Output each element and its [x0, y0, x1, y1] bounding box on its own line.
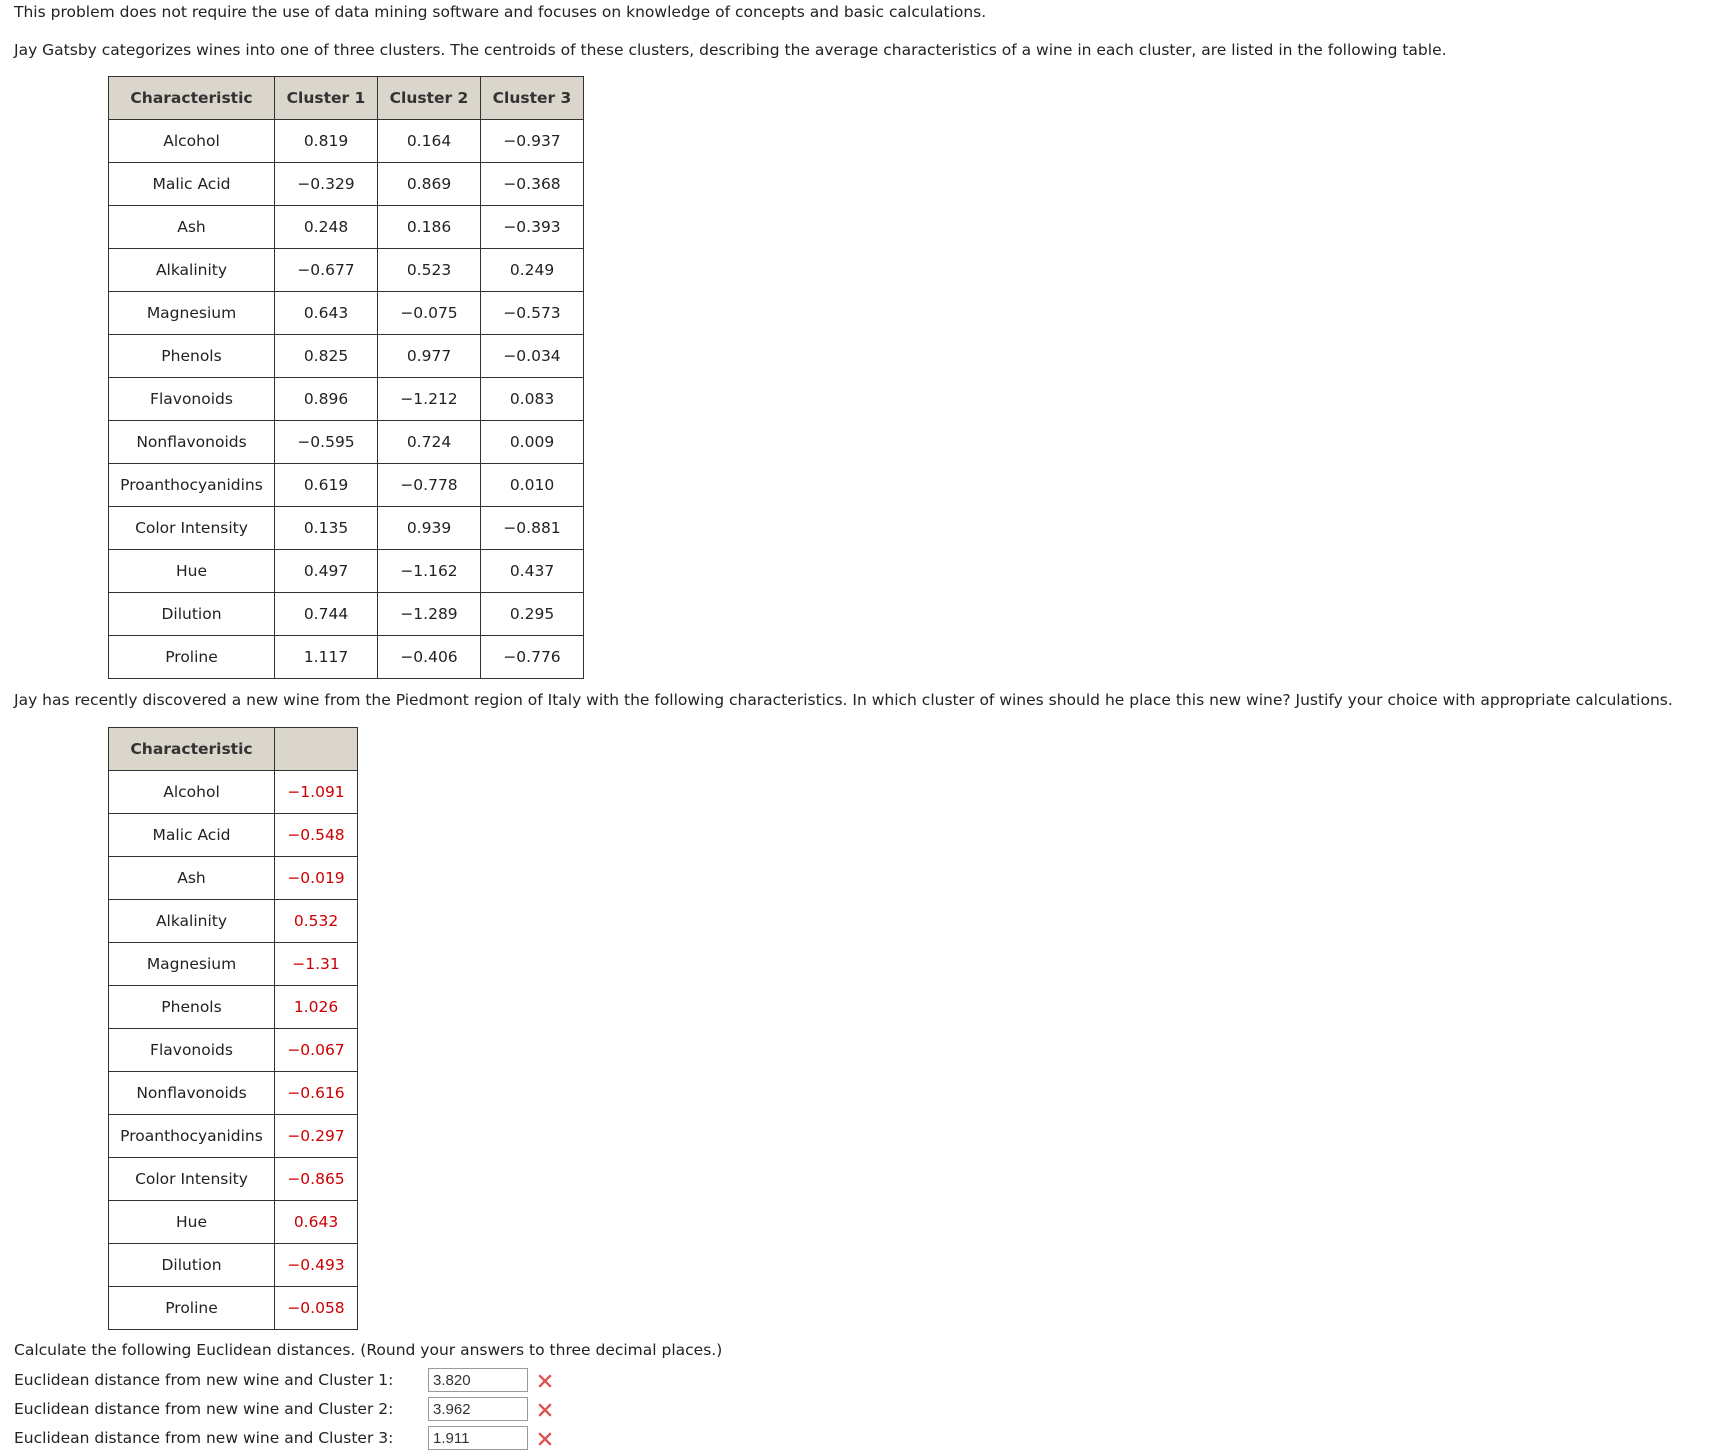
cluster-2-cell: −1.162: [378, 550, 481, 593]
header-cluster-2: Cluster 2: [378, 77, 481, 120]
characteristic-cell: Alcohol: [109, 120, 275, 163]
question-text: Jay has recently discovered a new wine from the Piedmont region of Italy with the following characteristics. In which cluster of wines should he place this new wine? Justify your choice with appropriate calculations.: [14, 691, 1673, 709]
value-cell: −0.297: [275, 1115, 358, 1158]
characteristic-cell: Dilution: [109, 1244, 275, 1287]
value-cell: −0.616: [275, 1072, 358, 1115]
description-text: Jay Gatsby categorizes wines into one of three clusters. The centroids of these clusters, describing the average characteristics of a wine in each cluster, are listed in the following table.: [14, 41, 1447, 59]
table-row: [109, 550, 584, 593]
table-row: [109, 1115, 358, 1158]
characteristic-cell: Magnesium: [109, 943, 275, 986]
centroid-header-row: [109, 77, 584, 120]
table-row: [109, 986, 358, 1029]
cluster-3-cell: 0.010: [481, 464, 584, 507]
x-mark-icon: [534, 1370, 556, 1392]
cluster-1-cell: 1.117: [275, 636, 378, 679]
cluster-2-cell: −0.406: [378, 636, 481, 679]
value-cell: 0.643: [275, 1201, 358, 1244]
cluster-1-cell: 0.248: [275, 206, 378, 249]
new-wine-body: [109, 771, 358, 1330]
characteristic-cell: Nonflavonoids: [109, 421, 275, 464]
answer-label: Euclidean distance from new wine and Cluster 3:: [14, 1429, 394, 1447]
centroid-body: [109, 120, 584, 679]
cluster-1-cell: −0.677: [275, 249, 378, 292]
new-wine-header-row: [109, 728, 358, 771]
cluster-1-cell: 0.135: [275, 507, 378, 550]
cluster-3-cell: 0.009: [481, 421, 584, 464]
cluster-2-cell: 0.939: [378, 507, 481, 550]
cluster-1-cell: 0.819: [275, 120, 378, 163]
value-cell: 0.532: [275, 900, 358, 943]
cluster-3-cell: 0.083: [481, 378, 584, 421]
characteristic-cell: Hue: [109, 1201, 275, 1244]
cluster-2-cell: 0.869: [378, 163, 481, 206]
table-row: [109, 292, 584, 335]
cluster-3-cell: −0.573: [481, 292, 584, 335]
characteristic-cell: Flavonoids: [109, 378, 275, 421]
table-row: [109, 771, 358, 814]
cluster-1-cell: 0.744: [275, 593, 378, 636]
characteristic-cell: Proanthocyanidins: [109, 1115, 275, 1158]
characteristic-cell: Alkalinity: [109, 900, 275, 943]
value-cell: −1.091: [275, 771, 358, 814]
value-cell: −0.865: [275, 1158, 358, 1201]
value-cell: −0.067: [275, 1029, 358, 1072]
characteristic-cell: Ash: [109, 206, 275, 249]
answer-label: Euclidean distance from new wine and Cluster 1:: [14, 1371, 394, 1389]
table-row: [109, 507, 584, 550]
table-row: [109, 378, 584, 421]
cluster-2-cell: −1.289: [378, 593, 481, 636]
table-row: [109, 857, 358, 900]
characteristic-cell: Proline: [109, 636, 275, 679]
cluster-1-cell: 0.825: [275, 335, 378, 378]
table-row: [109, 593, 584, 636]
cluster-1-cell: 0.643: [275, 292, 378, 335]
cluster-2-cell: 0.164: [378, 120, 481, 163]
characteristic-cell: Magnesium: [109, 292, 275, 335]
table-row: [109, 814, 358, 857]
characteristic-cell: Alkalinity: [109, 249, 275, 292]
table-row: [109, 1072, 358, 1115]
cluster-2-cell: 0.977: [378, 335, 481, 378]
value-cell: −0.019: [275, 857, 358, 900]
cluster-2-cell: −0.075: [378, 292, 481, 335]
table-row: [109, 900, 358, 943]
value-cell: −0.493: [275, 1244, 358, 1287]
header-cluster-1: Cluster 1: [275, 77, 378, 120]
x-mark-icon: [534, 1428, 556, 1450]
answer-label: Euclidean distance from new wine and Cluster 2:: [14, 1400, 394, 1418]
cluster-1-cell: 0.896: [275, 378, 378, 421]
cluster-3-cell: 0.437: [481, 550, 584, 593]
distance-cluster-1-input[interactable]: [428, 1368, 528, 1392]
characteristic-cell: Phenols: [109, 335, 275, 378]
table-row: [109, 1029, 358, 1072]
value-cell: −0.058: [275, 1287, 358, 1330]
value-cell: 1.026: [275, 986, 358, 1029]
header-cluster-3: Cluster 3: [481, 77, 584, 120]
cluster-1-cell: 0.497: [275, 550, 378, 593]
characteristic-cell: Malic Acid: [109, 163, 275, 206]
characteristic-cell: Ash: [109, 857, 275, 900]
cluster-1-cell: 0.619: [275, 464, 378, 507]
characteristic-cell: Color Intensity: [109, 1158, 275, 1201]
cluster-3-cell: −0.776: [481, 636, 584, 679]
cluster-3-cell: 0.295: [481, 593, 584, 636]
table-row: [109, 249, 584, 292]
characteristic-cell: Dilution: [109, 593, 275, 636]
value-cell: −0.548: [275, 814, 358, 857]
characteristic-cell: Hue: [109, 550, 275, 593]
table-row: [109, 163, 584, 206]
table-row: [109, 1244, 358, 1287]
table-row: [109, 636, 584, 679]
header-characteristic: Characteristic: [109, 728, 275, 771]
characteristic-cell: Proanthocyanidins: [109, 464, 275, 507]
cluster-3-cell: −0.393: [481, 206, 584, 249]
new-wine-table: [108, 727, 358, 1330]
cluster-2-cell: −1.212: [378, 378, 481, 421]
characteristic-cell: Phenols: [109, 986, 275, 1029]
table-row: [109, 1158, 358, 1201]
value-cell: −1.31: [275, 943, 358, 986]
cluster-3-cell: 0.249: [481, 249, 584, 292]
distance-cluster-3-input[interactable]: [428, 1426, 528, 1450]
cluster-3-cell: −0.034: [481, 335, 584, 378]
characteristic-cell: Proline: [109, 1287, 275, 1330]
table-row: [109, 120, 584, 163]
cluster-3-cell: −0.881: [481, 507, 584, 550]
cluster-3-cell: −0.368: [481, 163, 584, 206]
characteristic-cell: Malic Acid: [109, 814, 275, 857]
cluster-2-cell: −0.778: [378, 464, 481, 507]
table-row: [109, 335, 584, 378]
table-row: [109, 421, 584, 464]
characteristic-cell: Flavonoids: [109, 1029, 275, 1072]
table-row: [109, 464, 584, 507]
table-row: [109, 1287, 358, 1330]
cluster-1-cell: −0.329: [275, 163, 378, 206]
characteristic-cell: Nonflavonoids: [109, 1072, 275, 1115]
cluster-3-cell: −0.937: [481, 120, 584, 163]
characteristic-cell: Alcohol: [109, 771, 275, 814]
table-row: [109, 206, 584, 249]
table-row: [109, 1201, 358, 1244]
header-value: [275, 728, 358, 771]
table-row: [109, 943, 358, 986]
intro-text: This problem does not require the use of data mining software and focuses on knowledge of concepts and basic calculations.: [14, 3, 987, 21]
distance-cluster-2-input[interactable]: [428, 1397, 528, 1421]
header-characteristic: Characteristic: [109, 77, 275, 120]
instruction-text: Calculate the following Euclidean distances. (Round your answers to three decimal places.): [14, 1341, 723, 1359]
cluster-2-cell: 0.523: [378, 249, 481, 292]
cluster-2-cell: 0.186: [378, 206, 481, 249]
centroid-table: [108, 76, 584, 679]
characteristic-cell: Color Intensity: [109, 507, 275, 550]
cluster-1-cell: −0.595: [275, 421, 378, 464]
x-mark-icon: [534, 1399, 556, 1421]
cluster-2-cell: 0.724: [378, 421, 481, 464]
